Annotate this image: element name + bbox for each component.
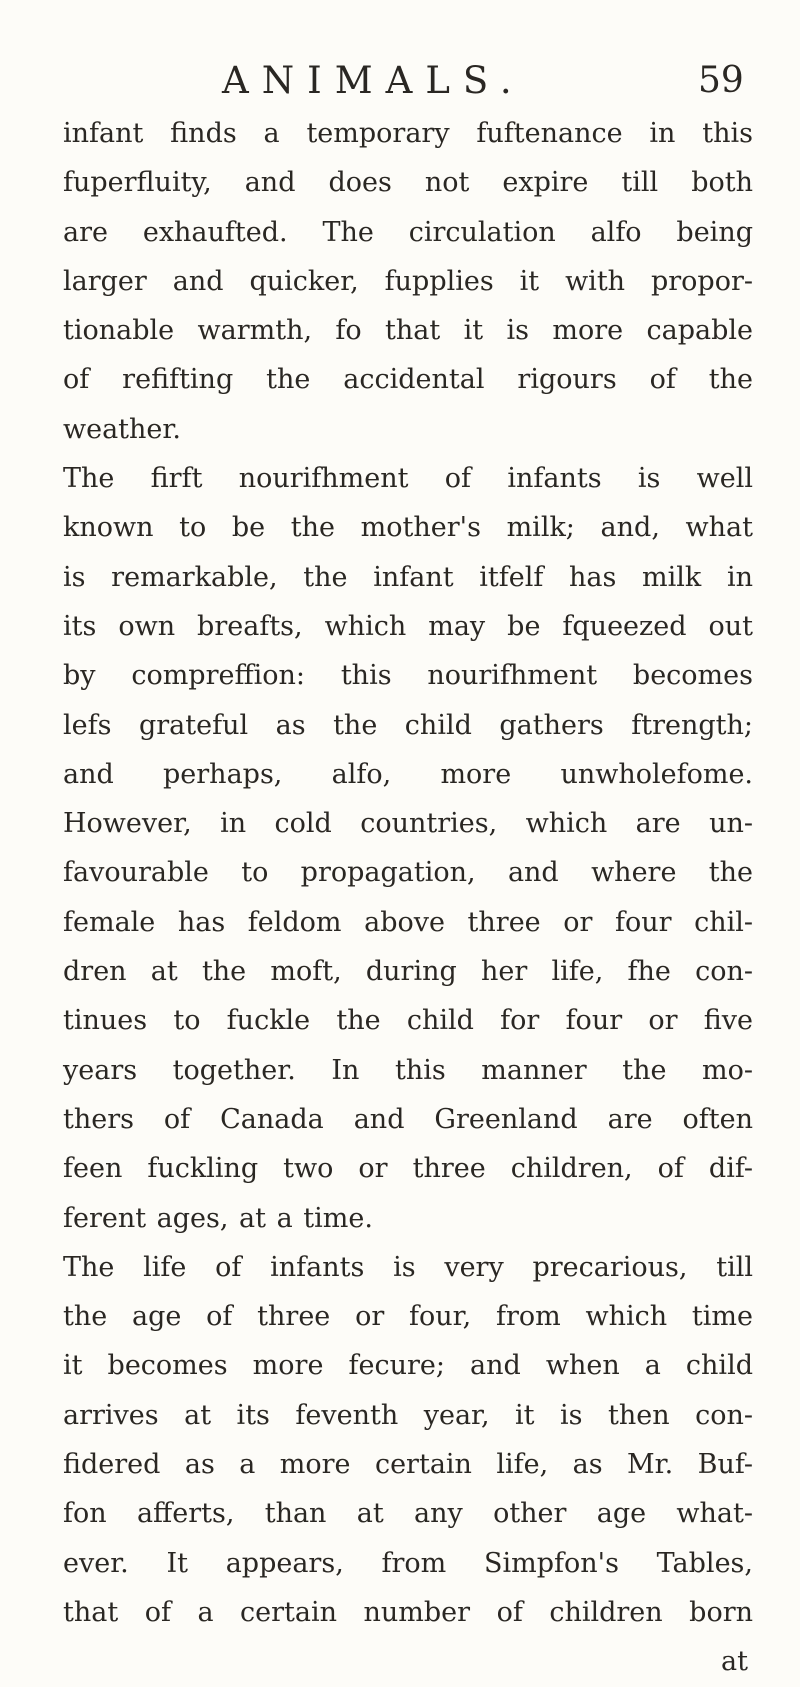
- text-line: feen fuckling two or three children, of dif-: [63, 1153, 753, 1185]
- text-line: fon afferts, than at any other age what-: [63, 1498, 753, 1530]
- running-head: [0, 56, 800, 106]
- text-line: and perhaps, alfo, more unwholefome.: [63, 758, 753, 790]
- text-line: larger and quicker, fupplies it with propor-: [63, 265, 753, 297]
- text-line: that of a certain number of children born: [63, 1596, 753, 1628]
- text-line: lefs grateful as the child gathers ftrength;: [63, 709, 753, 741]
- text-line: However, in cold countries, which are un-: [63, 808, 753, 840]
- text-line: fuperfluity, and does not expire till both: [63, 167, 753, 199]
- text-line: weather.: [63, 413, 181, 445]
- text-line: is remarkable, the infant itfelf has milk in: [63, 561, 753, 593]
- text-line: the age of three or four, from which time: [63, 1301, 753, 1333]
- text-line: by compreffion: this nourifhment becomes: [63, 660, 753, 692]
- page-number: 59: [698, 60, 744, 101]
- text-line: of refifting the accidental rigours of the: [63, 364, 753, 396]
- text-line: female has feldom above three or four chil-: [63, 906, 753, 938]
- body-text: [63, 109, 753, 1687]
- text-line: arrives at its feventh year, it is then con-: [63, 1399, 753, 1431]
- text-line: it becomes more fecure; and when a child: [63, 1350, 753, 1382]
- text-line: infant finds a temporary fuftenance in this: [63, 118, 753, 149]
- text-line: ever. It appears, from Simpfon's Tables,: [63, 1547, 753, 1579]
- text-line: known to be the mother's milk; and, what: [63, 512, 753, 544]
- text-line: favourable to propagation, and where the: [63, 857, 753, 889]
- running-title: ANIMALS.: [222, 59, 525, 102]
- text-line: dren at the moft, during her life, fhe con-: [63, 956, 753, 988]
- text-line: years together. In this manner the mo-: [63, 1054, 753, 1086]
- text-line: The firft nourifhment of infants is well: [63, 463, 753, 495]
- text-line: fidered as a more certain life, as Mr. Buf-: [63, 1449, 753, 1481]
- text-line: The life of infants is very precarious, till: [63, 1251, 753, 1283]
- text-line: thers of Canada and Greenland are often: [63, 1103, 753, 1135]
- text-line: tinues to fuckle the child for four or five: [63, 1005, 753, 1037]
- text-line: tionable warmth, fo that it is more capable: [63, 315, 753, 347]
- text-line: its own breafts, which may be fqueezed out: [63, 610, 753, 642]
- text-line: are exhaufted. The circulation alfo being: [63, 216, 753, 248]
- text-line: ferent ages, at a time.: [63, 1202, 373, 1234]
- catchword: at: [721, 1646, 748, 1678]
